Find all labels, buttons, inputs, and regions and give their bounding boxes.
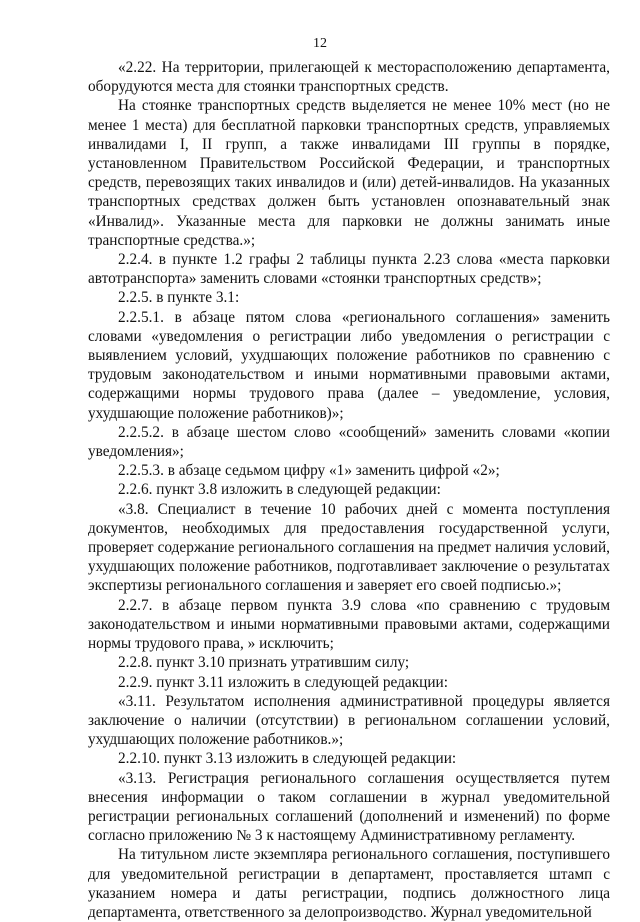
paragraph-2-2-8: 2.2.8. пункт 3.10 признать утратившим силу;	[118, 654, 410, 672]
paragraph-2-2-7: 2.2.7. в абзаце первом пункта 3.9 слова «по сравнению с трудовым законодательством и иными нормативными правовыми актами, содержащими нормы трудового права, » исключить;	[88, 596, 610, 653]
paragraph-3-13: «3.13. Регистрация регионального соглашения осуществляется путем внесения информации о таком соглашении в журнал уведомительной регистрации региональных соглашений (дополнений и изменений) по форме согласно приложению № 3 к настоящему Административному регламенту.	[88, 769, 610, 845]
page-number: 12	[313, 36, 327, 51]
paragraph-title-page-stamp: На титульном листе экземпляра регионального соглашения, поступившего для уведомительной регистрации в департамент, проставляется штамп с указанием номера и даты регистрации, подпись должностного лица департамента, ответственного за делопроизводство. Журнал уведомительной	[88, 846, 610, 921]
paragraph-2-22: «2.22. На территории, прилегающей к месторасположению департамента, оборудуются места для стоянки транспортных средств.	[88, 59, 610, 96]
paragraph-2-2-10: 2.2.10. пункт 3.13 изложить в следующей редакции:	[118, 750, 457, 768]
paragraph-2-2-4: 2.2.4. в пункте 1.2 графы 2 таблицы пункта 2.23 слова «места парковки автотранспорта» заменить словами «стоянки транспортных средств»;	[88, 251, 610, 288]
paragraph-2-2-5-2: 2.2.5.2. в абзаце шестом слово «сообщений» заменить словами «копии уведомления»;	[88, 423, 610, 461]
paragraph-parking-quota: На стоянке транспортных средств выделяется не менее 10% мест (но не менее 1 места) для бесплатной парковки транспортных средств, управляемых инвалидами I, II групп, а также инвалидами III группы в порядке, установленном Правительством Российской Федерации, и транспортных средств, перевозящих таких инвалидов и (или) детей-инвалидов. На указанных транспортных средствах должен быть установлен опознавательный знак «Инвалид». Указанные места для парковки не должны занимать иные транспортные средства.»;	[88, 97, 610, 249]
paragraph-2-2-5-1: 2.2.5.1. в абзаце пятом слова «регионального соглашения» заменить словами «уведомления о регистрации либо уведомления о регистрации с выявлением условий, ухудшающих положение работников по сравнению с трудовым законодательством и иными нормативными правовыми актами, содержащими нормы трудового права (далее – уведомление, условия, ухудшающие положение работников)»;	[88, 308, 610, 422]
paragraph-3-8: «3.8. Специалист в течение 10 рабочих дней с момента поступления документов, необходимых для предоставления государственной услуги, проверяет содержание регионального соглашения на предмет наличия условий, ухудшающих положение работников, подготавливает заключение о результатах экспертизы регионального соглашения и заверяет его своей подписью.»;	[88, 500, 610, 595]
document-body	[88, 58, 610, 922]
paragraph-2-2-5: 2.2.5. в пункте 3.1:	[118, 289, 240, 307]
paragraph-2-2-5-3: 2.2.5.3. в абзаце седьмом цифру «1» заменить цифрой «2»;	[118, 462, 500, 480]
paragraph-2-2-6: 2.2.6. пункт 3.8 изложить в следующей редакции:	[118, 481, 441, 499]
paragraph-3-11: «3.11. Результатом исполнения административной процедуры является заключение о наличии (отсутствии) в региональном соглашении условий, ухудшающих положение работников.»;	[88, 692, 610, 749]
paragraph-2-2-9: 2.2.9. пункт 3.11 изложить в следующей редакции:	[118, 673, 448, 691]
